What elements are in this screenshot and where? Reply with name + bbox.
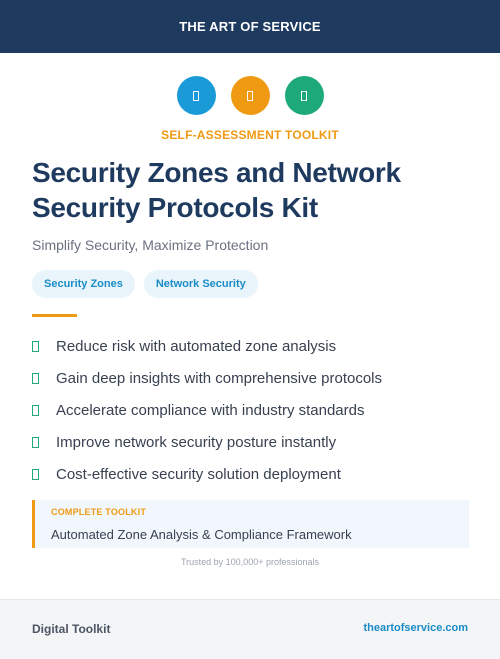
tag-network-security: Network Security — [144, 270, 258, 298]
check-icon — [32, 437, 39, 448]
benefit-text: Cost-effective security solution deployment — [56, 465, 341, 483]
document-icon — [301, 91, 307, 101]
page-subtitle: Simplify Security, Maximize Protection — [32, 237, 269, 253]
check-icon — [32, 341, 39, 352]
benefit-text: Reduce risk with automated zone analysis — [56, 337, 337, 355]
benefit-item — [32, 394, 382, 426]
callout-text: Automated Zone Analysis & Compliance Framework — [51, 527, 352, 542]
top-banner — [0, 0, 500, 53]
document-icon — [247, 91, 253, 101]
page-title: Security Zones and Network Security Protocols Kit — [32, 157, 401, 223]
accent-divider — [32, 314, 77, 317]
footer — [0, 599, 500, 659]
check-icon — [32, 373, 39, 384]
website-link[interactable]: theartofservice.com — [363, 622, 468, 634]
check-icon — [32, 469, 39, 480]
benefit-text: Improve network security posture instantly — [56, 433, 337, 451]
benefit-list — [32, 330, 382, 490]
icon-row — [0, 76, 500, 115]
benefit-item — [32, 362, 382, 394]
toolkit-eyebrow: SELF-ASSESSMENT TOOLKIT — [161, 128, 339, 142]
benefit-text: Accelerate compliance with industry standards — [56, 401, 365, 419]
tag-list — [32, 270, 258, 298]
footer-label: Digital Toolkit — [32, 622, 111, 636]
check-icon — [32, 405, 39, 416]
orange-document-icon — [231, 76, 270, 115]
tag-security-zones: Security Zones — [32, 270, 135, 298]
benefit-text: Gain deep insights with comprehensive protocols — [56, 369, 383, 387]
benefit-item — [32, 458, 382, 490]
benefit-item — [32, 426, 382, 458]
brand-name: THE ART OF SERVICE — [179, 19, 321, 34]
callout-kicker: COMPLETE TOOLKIT — [51, 507, 147, 517]
benefit-item — [32, 330, 382, 362]
document-icon — [193, 91, 199, 101]
trust-note: Trusted by 100,000+ professionals — [180, 557, 319, 567]
green-document-icon — [285, 76, 324, 115]
blue-document-icon — [177, 76, 216, 115]
complete-toolkit-callout — [32, 500, 469, 548]
